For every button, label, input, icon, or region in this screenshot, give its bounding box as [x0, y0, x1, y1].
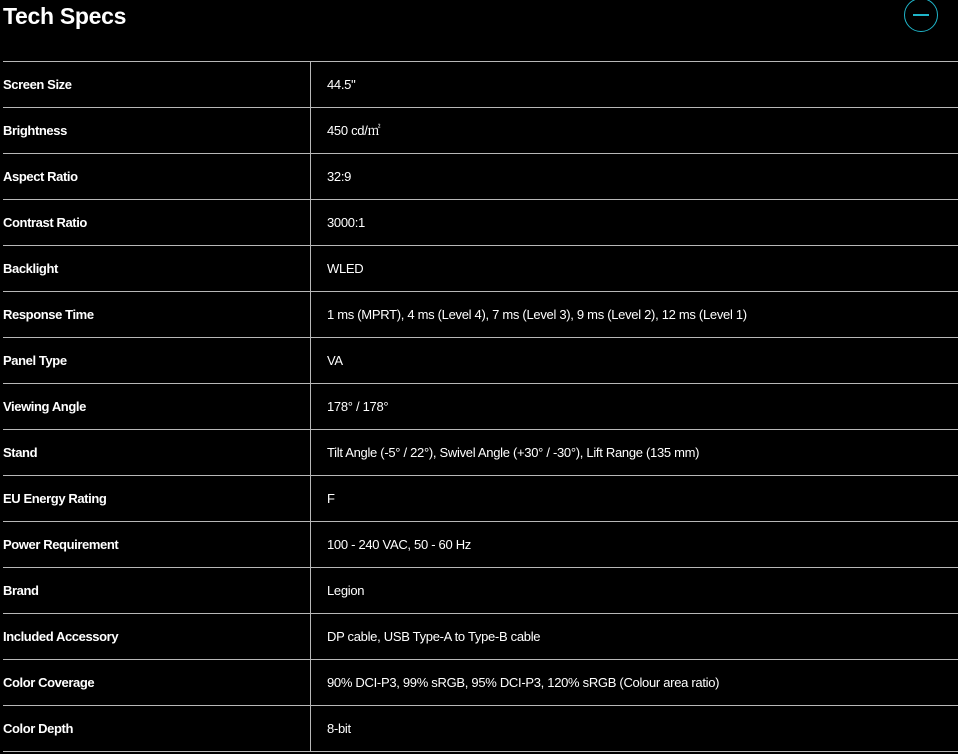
- spec-value: DP cable, USB Type-A to Type-B cable: [327, 629, 541, 644]
- spec-row-screen-size: [3, 62, 958, 108]
- spec-value: Legion: [327, 583, 365, 598]
- spec-value: 32:9: [327, 169, 352, 184]
- spec-value: WLED: [327, 261, 364, 276]
- spec-value: 100 - 240 VAC, 50 - 60 Hz: [327, 537, 472, 552]
- spec-value: 450 cd/㎡: [327, 123, 381, 138]
- collapse-button[interactable]: [904, 0, 938, 32]
- spec-label: Response Time: [3, 292, 311, 337]
- spec-label: Screen Size: [3, 62, 311, 107]
- spec-value: 178° / 178°: [327, 399, 389, 414]
- spec-value: Tilt Angle (-5° / 22°), Swivel Angle (+30° / -30°), Lift Range (135 mm): [327, 445, 700, 460]
- spec-label: Viewing Angle: [3, 384, 311, 429]
- spec-label: Stand: [3, 430, 311, 475]
- minus-icon: [913, 14, 929, 16]
- spec-label: Contrast Ratio: [3, 200, 311, 245]
- section-title: Tech Specs: [3, 3, 127, 29]
- spec-row-brightness: [3, 108, 958, 154]
- spec-value: 3000:1: [327, 215, 365, 230]
- spec-label: EU Energy Rating: [3, 476, 311, 521]
- spec-row-aspect-ratio: [3, 154, 958, 200]
- spec-label: Included Accessory: [3, 614, 311, 659]
- spec-label: Brand: [3, 568, 311, 613]
- spec-label: Color Depth: [3, 706, 311, 751]
- spec-label: Power Requirement: [3, 522, 311, 567]
- spec-value: 44.5": [327, 77, 356, 92]
- spec-row-response-time: [3, 292, 958, 338]
- spec-label: Color Coverage: [3, 660, 311, 705]
- spec-row-stand: [3, 430, 958, 476]
- spec-row-brand: [3, 568, 958, 614]
- spec-label: Brightness: [3, 108, 311, 153]
- spec-row-color-depth: [3, 706, 958, 752]
- spec-row-panel-type: [3, 338, 958, 384]
- spec-value: 90% DCI-P3, 99% sRGB, 95% DCI-P3, 120% sRGB (Colour area ratio): [327, 675, 720, 690]
- spec-label: Aspect Ratio: [3, 154, 311, 199]
- spec-value: 1 ms (MPRT), 4 ms (Level 4), 7 ms (Level 3), 9 ms (Level 2), 12 ms (Level 1): [327, 307, 747, 322]
- spec-row-backlight: [3, 246, 958, 292]
- spec-row-contrast-ratio: [3, 200, 958, 246]
- spec-label: Backlight: [3, 246, 311, 291]
- spec-row-eu-energy-rating: [3, 476, 958, 522]
- spec-value: VA: [327, 353, 343, 368]
- specs-table: [3, 61, 958, 752]
- spec-row-viewing-angle: [3, 384, 958, 430]
- spec-row-power-requirement: [3, 522, 958, 568]
- spec-value: 8-bit: [327, 721, 351, 736]
- spec-label: Panel Type: [3, 338, 311, 383]
- spec-value: F: [327, 491, 335, 506]
- spec-row-color-coverage: [3, 660, 958, 706]
- spec-row-included-accessory: [3, 614, 958, 660]
- tech-specs-header: [0, 0, 958, 40]
